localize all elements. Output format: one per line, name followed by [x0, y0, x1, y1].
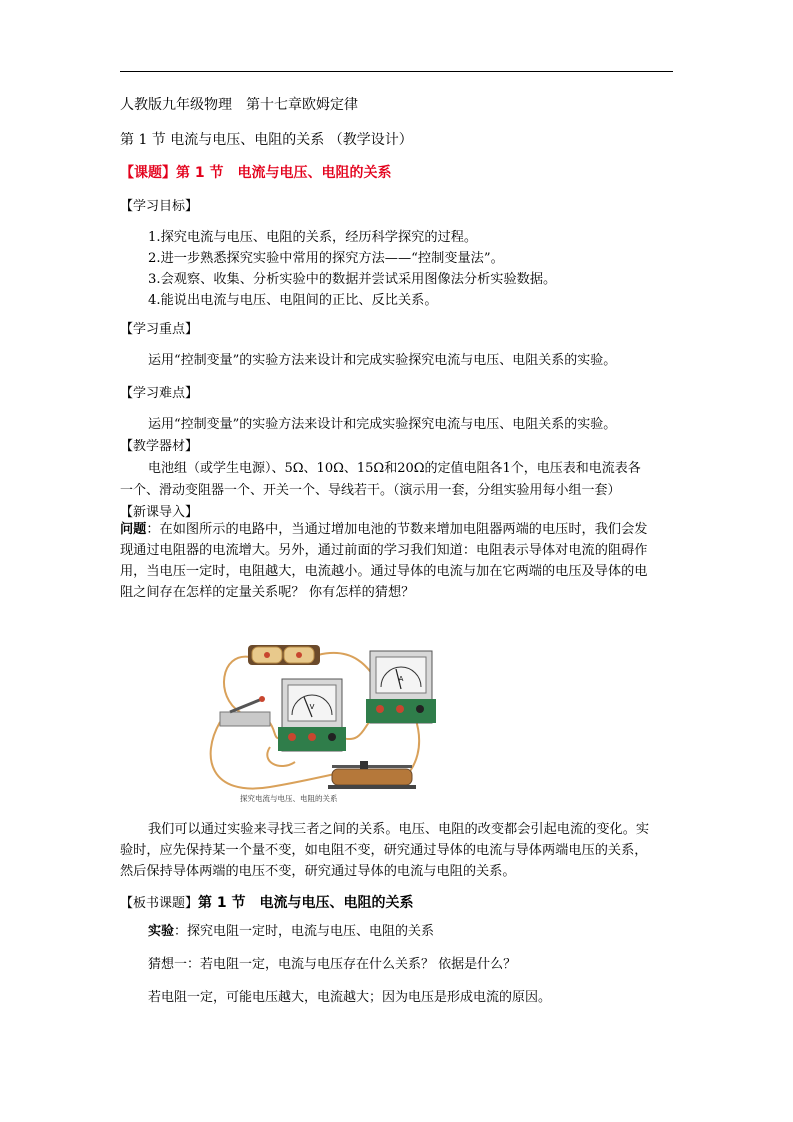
- intro-line: 用，当电压一定时，电阻越大，电流越小。通过导体的电流与加在它两端的电压及导体的电: [120, 564, 648, 579]
- explanation-line: 然后保持导体两端的电压不变，研究通过导体的电流与电阻的关系。: [120, 864, 516, 879]
- objectives-list: [148, 227, 556, 311]
- experiment-text: ：探究电阻一定时，电流与电压、电阻的关系: [174, 924, 435, 939]
- objective-item: 3.会观察、收集、分析实验中的数据并尝试采用图像法分析实验数据。: [148, 272, 557, 287]
- key-points-text: 运用“控制变量”的实验方法来设计和完成实验探究电流与电压、电阻关系的实验。: [148, 353, 617, 368]
- intro-line: 阻之间存在怎样的定量关系呢？ 你有怎样的猜想？: [120, 585, 415, 600]
- board-heading: [120, 894, 414, 910]
- header-rule: [120, 71, 673, 72]
- objective-item: 1.探究电流与电压、电阻的关系，经历科学探究的过程。: [148, 230, 478, 245]
- intro-line: ：在如图所示的电路中，当通过增加电池的节数来增加电阻器两端的电压时，我们会发: [146, 522, 648, 537]
- rheostat: [328, 761, 416, 789]
- guess-answer: 若电阻一定，可能电压越大，电流越大；因为电压是形成电流的原因。: [148, 990, 552, 1005]
- explanation-line: 验时，应先保持某一个量不变，如电阻不变，研究通过导体的电流与导体两端电压的关系，: [120, 843, 648, 858]
- intro-question: [120, 519, 648, 603]
- experiment-line: [148, 925, 434, 938]
- circuit-illustration: [200, 637, 440, 805]
- switch: [220, 696, 270, 726]
- voltmeter-symbol: V: [309, 703, 315, 711]
- ammeter: [366, 651, 436, 723]
- equipment-line2: 一个、滑动变阻器一个、开关一个、导线若干。（演示用一套，分组实验用每小组一套）: [120, 483, 621, 498]
- equipment-line1: 电池组（或学生电源）、5Ω、10Ω、15Ω和20Ω的定值电阻各1个，电压表和电流表各: [148, 461, 641, 476]
- explanation-line: 我们可以通过实验来寻找三者之间的关系。电压、电阻的改变都会引起电流的变化。实: [148, 822, 650, 837]
- difficulties-text: 运用“控制变量”的实验方法来设计和完成实验探究电流与电压、电阻关系的实验。: [148, 417, 617, 432]
- objective-item: 4.能说出电流与电压、电阻间的正比、反比关系。: [148, 293, 438, 308]
- board-title: 第 1 节 电流与电压、电阻的关系: [198, 895, 414, 911]
- intro-line: 现通过电阻器的电流增大。另外，通过前面的学习我们知道：电阻表示导体对电流的阻碍作: [120, 543, 648, 558]
- intro-heading: 【新课导入】: [120, 505, 199, 520]
- wire: [224, 657, 250, 712]
- board-label: 【板书课题】: [120, 896, 199, 911]
- objectives-heading: 【学习目标】: [120, 199, 199, 214]
- ammeter-symbol: A: [398, 675, 404, 683]
- explanation-paragraph: [120, 819, 649, 882]
- key-points-heading: 【学习重点】: [120, 322, 199, 337]
- battery-pack: [248, 645, 320, 665]
- guess-line: 猜想一：若电阻一定，电流与电压存在什么关系？ 依据是什么？: [148, 957, 517, 972]
- section-subtitle: 第 1 节 电流与电压、电阻的关系 （教学设计）: [120, 132, 413, 148]
- book-title: 人教版九年级物理 第十七章欧姆定律: [120, 97, 358, 113]
- lesson-title: 【课题】第 1 节 电流与电压、电阻的关系: [120, 165, 392, 181]
- difficulties-heading: 【学习难点】: [120, 386, 199, 401]
- voltmeter: [278, 679, 346, 751]
- question-label: 问题: [120, 522, 147, 537]
- figure-caption: 探究电流与电压、电阻的关系: [240, 794, 338, 803]
- objective-item: 2.进一步熟悉探究实验中常用的探究方法——“控制变量法”。: [148, 251, 504, 266]
- equipment-heading: 【教学器材】: [120, 439, 199, 454]
- experiment-label: 实验: [148, 924, 175, 939]
